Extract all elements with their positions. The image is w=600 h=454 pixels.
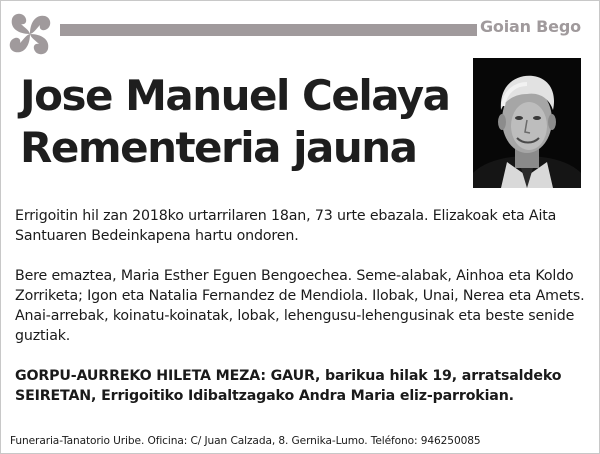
funeral-mass-paragraph: GORPU-AURREKO HILETA MEZA: GAUR, barikua hilak 19, arratsaldeko SEIRETAN, Errigoitiko Idibaltzagako Andra Maria eliz-parrokian. bbox=[15, 368, 562, 404]
lauburu-cross-icon bbox=[6, 10, 54, 58]
portrait-photo bbox=[473, 58, 581, 188]
name-line-1: Jose Manuel Celaya bbox=[20, 71, 450, 120]
family-paragraph: Bere emaztea, Maria Esther Eguen Bengoechea. Seme-alabak, Ainhoa eta Koldo Zorriketa; Igon eta Natalia Fernandez de Mendiola. Ilobak, Unai, Nerea eta Amets. Anai-arrebak, koinatu-koinatak, lobak, lehengusu-lehengusinak eta beste senide guztiak. bbox=[15, 268, 585, 344]
name-line-2: Rementeria jauna bbox=[20, 123, 417, 172]
portrait-image bbox=[473, 58, 581, 188]
header-bar bbox=[60, 24, 477, 36]
death-notice-paragraph: Errigoitin hil zan 2018ko urtarrilaren 18an, 73 urte ebazala. Elizakoak eta Aita Santuaren Bedeinkapena hartu ondoren. bbox=[15, 208, 557, 244]
deceased-name bbox=[20, 70, 460, 174]
funeral-home-footer: Funeraria-Tanatorio Uribe. Oficina: C/ Juan Calzada, 8. Gernika-Lumo. Teléfono: 946250085 bbox=[10, 435, 481, 447]
brand-label: Goian Bego bbox=[480, 17, 581, 36]
